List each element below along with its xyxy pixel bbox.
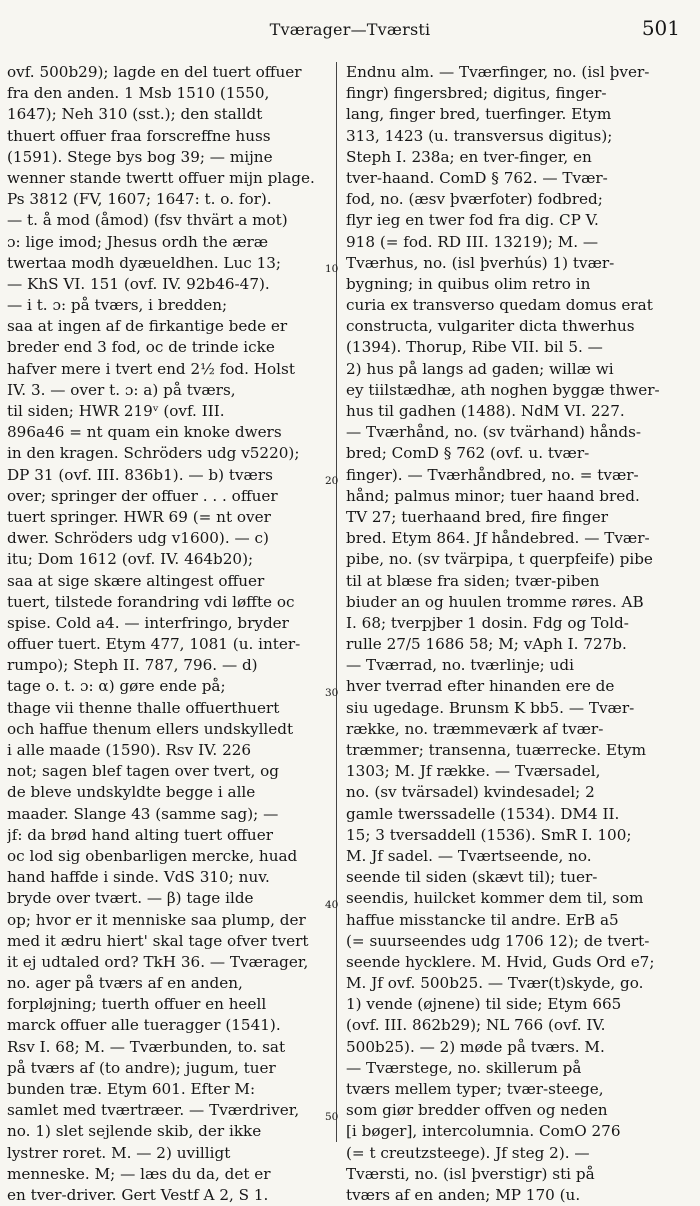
text-line: curia ex transverso quedam domus erat [346,296,653,315]
text-line: fingr) fingersbred; digitus, finger- [346,84,607,103]
text-line: finger). — Tværhåndbred, no. = tvær- [346,465,639,484]
left-column [7,62,325,1206]
text-line: fod, no. (æsv þværfoter) fodbred; [346,190,603,209]
text-line: — Tværrad, no. tværlinje; udi [346,656,574,675]
text-line: wenner stande twertt offuer mijn plage. [7,168,315,187]
text-line: fra den anden. 1 Msb 1510 (1550, [7,84,270,103]
text-line: hand haffde i sinde. VdS 310; nuv. [7,868,270,887]
text-line: lang, finger bred, tuerfinger. Etym [346,105,612,124]
text-line: hus til gadhen (1488). NdM VI. 227. [346,402,625,420]
text-line: Rsv I. 68; M. — Tværbunden, to. sat [7,1037,286,1056]
text-line: i alle maade (1590). Rsv IV. 226 [7,741,252,759]
text-line: it ej udtaled ord? TkH 36. — Tværager, [7,952,309,971]
text-line: 1303; M. Jf række. — Tværsadel, [346,762,601,781]
text-line: en tver-driver. Gert Vestf A 2, S 1. [7,1185,269,1204]
text-line: Tværhus, no. (isl þverhús) 1) tvær- [346,253,615,272]
text-line: til siden; HWR 219ᵛ (ovf. III. [7,402,225,420]
text-line: Ps 3812 (FV, 1607; 1647: t. o. for). [7,190,272,209]
text-line: 313, 1423 (u. transversus digitus); [346,126,613,145]
text-line: 896a46 = nt quam ein knoke dwers [7,423,282,442]
text-line: 15; 3 tversaddell (1536). SmR I. 100; [346,825,632,844]
text-line: forpløjning; tuerth offuer en heell [7,995,267,1014]
text-line: op; hvor er it menniske saa plump, der [7,910,306,929]
text-line: itu; Dom 1612 (ovf. IV. 464b20); [7,550,254,569]
page-number: 501 [641,16,680,40]
text-line: I. 68; tverpjber 1 dosin. Fdg og Told- [346,613,629,632]
text-line: M. Jf sadel. — Tværtseende, no. [346,846,592,865]
text-line: Steph I. 238a; en tver-finger, en [346,147,592,166]
text-line: ey tiilstædhæ, ath noghen byggæ thwer- [346,380,660,399]
text-line: ovf. 500b29); lagde en del tuert offuer [7,63,302,81]
text-line: saa at ingen af de firkantige bede er [7,317,288,336]
text-line: rulle 27/5 1686 58; M; vAph I. 727b. [346,635,627,654]
text-line: hver tverrad efter hinanden ere de [346,677,615,696]
text-line: no. (sv tvärsadel) kvindesadel; 2 [346,783,595,802]
text-line: seende hycklere. M. Hvid, Guds Ord e7; [346,952,655,971]
text-line: haffue misstancke til andre. ErB a5 [346,910,619,929]
text-line: tværs mellem typer; tvær-steege, [346,1080,604,1098]
text-line: træmmer; transenna, tuærrecke. Etym [346,741,647,759]
text-line: no. 1) slet sejlende skib, der ikke [7,1122,262,1141]
text-line: bygning; in quibus olim retro in [346,274,591,293]
text-line: IV. 3. — over t. ɔ: a) på tværs, [7,380,236,399]
text-line: flyr ieg en twer fod fra dig. CP V. [346,211,599,230]
text-line: hånd; palmus minor; tuer haand bred. [346,486,640,505]
text-line: — i t. ɔ: på tværs, i bredden; [7,296,228,315]
running-head: Tværager—Tværsti [269,20,431,39]
line-number-marker: 30 [325,687,339,699]
text-line: not; sagen blef tagen over tvert, og [7,762,279,781]
right-column [346,62,684,1206]
text-line: gamle twerssadelle (1534). DM4 II. [346,804,620,823]
line-number-marker: 20 [325,475,339,487]
text-line: (= suurseendes udg 1706 12); de tvert- [346,931,650,950]
text-line: thage vii thenne thalle offuerthuert [7,698,280,717]
text-line: twertaa modh dyæueldhen. Luc 13; [7,253,282,272]
text-line: samlet med tværtræer. — Tværdriver, [7,1101,300,1120]
text-line: saa at sige skære altingest offuer [7,571,265,590]
text-line: lystrer roret. M. — 2) uvilligt [7,1143,231,1162]
text-line: och haffue thenum ellers undskylledt [7,719,294,738]
line-number-marker: 50 [325,1111,339,1123]
text-line: tuert springer. HWR 69 (= nt over [7,507,271,526]
text-line: — Tværhånd, no. (sv tvärhand) hånds- [346,423,642,442]
line-number-marker: 10 [325,263,339,275]
text-line: pibe, no. (sv tvärpipa, t querpfeife) pibe [346,550,653,569]
text-line: menneske. M; — læs du da, det er [7,1164,271,1183]
text-line: maader. Slange 43 (samme sag); — [7,804,279,823]
text-line: 918 (= fod. RD III. 13219); M. — [346,232,599,251]
text-line: over; springer der offuer . . . offuer [7,486,278,505]
text-line: hafver mere i tvert end 2½ fod. Holst [7,359,295,378]
text-line: [i bøger], intercolumnia. ComO 276 [346,1122,621,1141]
text-line: — KhS VI. 151 (ovf. IV. 92b46-47). [7,274,270,293]
text-line: bred. Etym 864. Jf håndebred. — Tvær- [346,529,650,548]
text-line: Endnu alm. — Tværfinger, no. (isl þver- [346,63,650,81]
text-line: siu ugedage. Brunsm K bb5. — Tvær- [346,698,635,717]
text-line: (= t creutzsteege). Jf steg 2). — [346,1143,590,1162]
text-line: tværs af en anden; MP 170 (u. [346,1185,581,1204]
text-line: offuer tuert. Etym 477, 1081 (u. inter- [7,635,301,654]
text-line: bunden træ. Etym 601. Efter M: [7,1080,256,1098]
text-line: til at blæse fra siden; tvær-piben [346,571,600,590]
text-line: tver-haand. ComD § 762. — Tvær- [346,168,608,187]
text-line: bryde over tvært. — β) tage ilde [7,889,254,908]
text-line: bred; ComD § 762 (ovf. u. tvær- [346,444,590,463]
text-line: spise. Cold a4. — interfringo, bryder [7,613,289,632]
text-line: rumpo); Steph II. 787, 796. — d) [7,656,258,675]
text-line: 1) vende (øjnene) til side; Etym 665 [346,995,622,1014]
text-line: 2) hus på langs ad gaden; willæ wi [346,359,614,378]
text-line: (1394). Thorup, Ribe VII. bil 5. — [346,338,603,357]
text-line: oc lod sig obenbarligen mercke, huad [7,846,298,865]
text-line: dwer. Schröders udg v1600). — c) [7,529,269,548]
text-line: række, no. træmmeværk af tvær- [346,719,604,738]
text-line: seendis, huilcket kommer dem til, som [346,889,644,908]
column-divider [336,62,337,1142]
text-line: TV 27; tuerhaand bred, fire finger [346,507,608,526]
text-line: in den kragen. Schröders udg v5220); [7,444,300,463]
text-line: DP 31 (ovf. III. 836b1). — b) tværs [7,465,273,484]
text-line: marck offuer alle tueragger (1541). [7,1016,281,1035]
text-line: seende til siden (skævt til); tuer- [346,868,598,887]
text-line: ɔ: lige imod; Jhesus ordh the æræ [7,232,269,251]
text-line: M. Jf ovf. 500b25. — Tvær(t)skyde, go. [346,974,644,993]
text-line: som giør bredder offven og neden [346,1101,608,1120]
text-line: breder end 3 fod, oc de trinde icke [7,338,275,357]
line-number-marker: 40 [325,899,339,911]
text-line: 500b25). — 2) møde på tværs. M. [346,1037,605,1056]
text-line: 1647); Neh 310 (sst.); den stalldt [7,105,263,124]
text-line: jf: da brød hand alting tuert offuer [7,825,273,844]
text-line: på tværs af (to andre); jugum, tuer [7,1058,276,1077]
text-line: — Tværstege, no. skillerum på [346,1058,582,1077]
text-line: Tværsti, no. (isl þverstigr) sti på [346,1164,595,1183]
text-line: (ovf. III. 862b29); NL 766 (ovf. IV. [346,1016,606,1035]
text-line: no. ager på tværs af en anden, [7,974,243,993]
page-header [0,14,700,44]
text-line: constructa, vulgariter dicta thwerhus [346,317,635,336]
text-line: tage o. t. ɔ: α) gøre ende på; [7,677,226,696]
text-line: med it ædru hiert' skal tage ofver tvert [7,931,309,950]
text-line: biuder an og huulen tromme røres. AB [346,592,644,611]
text-line: thuert offuer fraa forscreffne huss [7,126,271,145]
text-line: — t. å mod (åmod) (fsv thvärt a mot) [7,211,288,230]
text-line: (1591). Stege bys bog 39; — mijne [7,147,273,166]
text-line: tuert, tilstede forandring vdi løffte oc [7,592,295,611]
text-line: de bleve undskyldte begge i alle [7,783,256,802]
